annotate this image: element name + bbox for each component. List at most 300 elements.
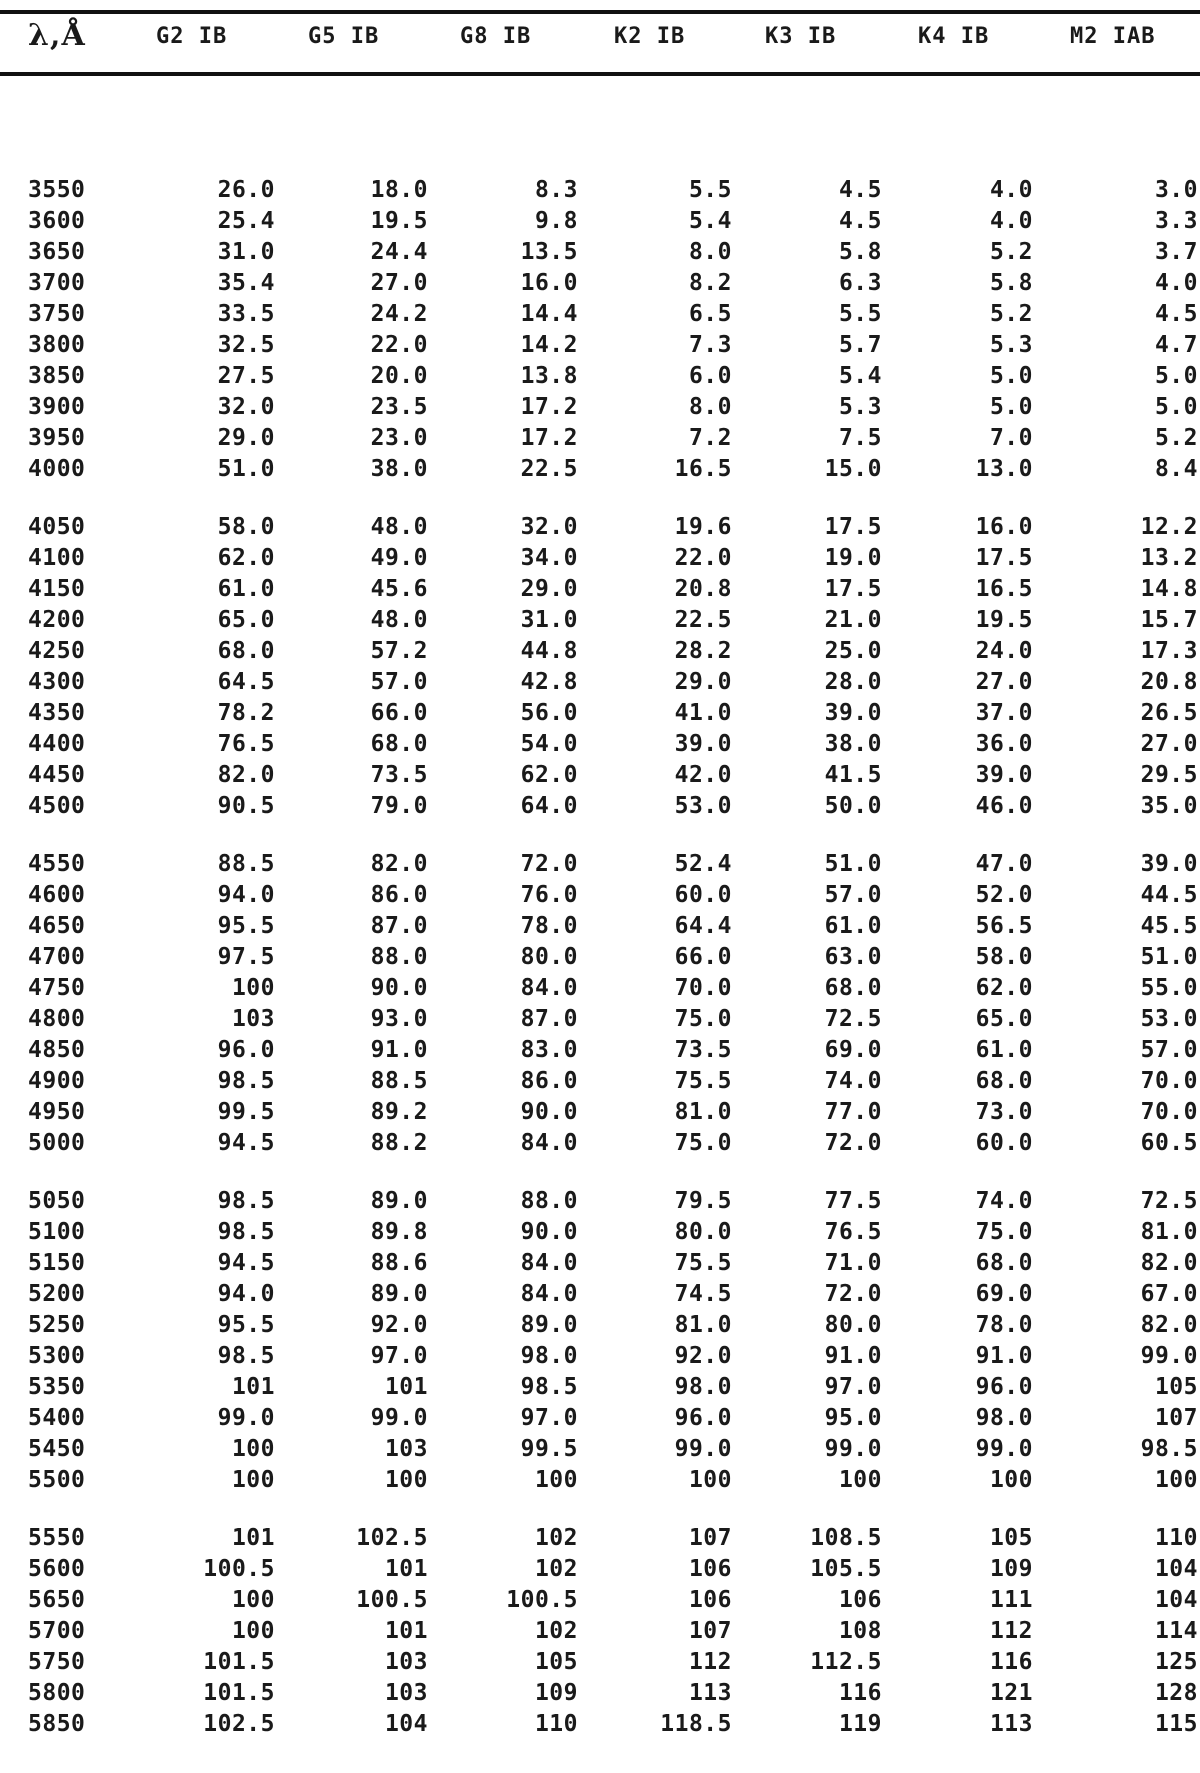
cell-k3-ib: 5.3: [838, 394, 882, 420]
table-row: [0, 1218, 1200, 1249]
cell-g5-ib: 82.0: [370, 851, 428, 877]
table-row: [0, 850, 1200, 881]
cell-k4-ib: 46.0: [975, 793, 1033, 819]
cell-k3-ib: 72.0: [824, 1281, 882, 1307]
cell-m2-iab: 39.0: [1140, 851, 1198, 877]
cell-m2-iab: 98.5: [1140, 1436, 1198, 1462]
cell-k4-ib: 65.0: [975, 1006, 1033, 1032]
table-row: [0, 362, 1200, 393]
cell-g5-ib: 88.2: [370, 1130, 428, 1156]
cell-k3-ib: 4.5: [838, 208, 882, 234]
cell-k4-ib: 5.2: [989, 301, 1033, 327]
cell-g8-ib: 72.0: [520, 851, 578, 877]
cell-g5-ib: 49.0: [370, 545, 428, 571]
cell-g8-ib: 9.8: [534, 208, 578, 234]
table-row: [0, 974, 1200, 1005]
table-row: [0, 269, 1200, 300]
cell-k2-ib: 20.8: [674, 576, 732, 602]
table-top-rule: [0, 10, 1200, 14]
cell-g2-ib: 94.0: [217, 882, 275, 908]
cell-g2-ib: 68.0: [217, 638, 275, 664]
cell-k4-ib: 7.0: [989, 425, 1033, 451]
cell-k4-ib: 91.0: [975, 1343, 1033, 1369]
cell-m2-iab: 4.5: [1154, 301, 1198, 327]
cell-wavelength: 5100: [28, 1219, 86, 1245]
cell-g2-ib: 27.5: [217, 363, 275, 389]
cell-k3-ib: 5.4: [838, 363, 882, 389]
table-row: [0, 1435, 1200, 1466]
cell-g5-ib: 87.0: [370, 913, 428, 939]
cell-m2-iab: 4.0: [1154, 270, 1198, 296]
table-row-group: [0, 850, 1200, 1160]
cell-g5-ib: 88.6: [370, 1250, 428, 1276]
cell-k2-ib: 99.0: [674, 1436, 732, 1462]
column-header-wavelength: λ,Å: [28, 18, 86, 53]
cell-wavelength: 4050: [28, 514, 86, 540]
cell-m2-iab: 115: [1154, 1711, 1198, 1737]
cell-g5-ib: 97.0: [370, 1343, 428, 1369]
cell-k4-ib: 37.0: [975, 700, 1033, 726]
cell-g2-ib: 62.0: [217, 545, 275, 571]
cell-k4-ib: 16.5: [975, 576, 1033, 602]
cell-k2-ib: 7.3: [688, 332, 732, 358]
table-row: [0, 1067, 1200, 1098]
cell-m2-iab: 107: [1154, 1405, 1198, 1431]
cell-k4-ib: 116: [989, 1649, 1033, 1675]
cell-g8-ib: 89.0: [520, 1312, 578, 1338]
cell-m2-iab: 4.7: [1154, 332, 1198, 358]
cell-m2-iab: 3.7: [1154, 239, 1198, 265]
cell-g5-ib: 66.0: [370, 700, 428, 726]
table-row: [0, 238, 1200, 269]
cell-g5-ib: 89.0: [370, 1281, 428, 1307]
cell-k2-ib: 92.0: [674, 1343, 732, 1369]
cell-k4-ib: 36.0: [975, 731, 1033, 757]
cell-k3-ib: 57.0: [824, 882, 882, 908]
cell-k3-ib: 17.5: [824, 576, 882, 602]
cell-k4-ib: 74.0: [975, 1188, 1033, 1214]
table-body: [0, 176, 1200, 1768]
cell-k4-ib: 69.0: [975, 1281, 1033, 1307]
cell-g8-ib: 100.5: [506, 1587, 578, 1613]
cell-wavelength: 4150: [28, 576, 86, 602]
cell-k3-ib: 99.0: [824, 1436, 882, 1462]
cell-m2-iab: 17.3: [1140, 638, 1198, 664]
cell-k4-ib: 5.8: [989, 270, 1033, 296]
cell-wavelength: 3850: [28, 363, 86, 389]
cell-k3-ib: 28.0: [824, 669, 882, 695]
cell-wavelength: 5750: [28, 1649, 86, 1675]
cell-k2-ib: 22.0: [674, 545, 732, 571]
table-row: [0, 699, 1200, 730]
cell-k4-ib: 60.0: [975, 1130, 1033, 1156]
cell-g2-ib: 100: [231, 1587, 275, 1613]
cell-g2-ib: 101.5: [203, 1680, 275, 1706]
cell-k4-ib: 24.0: [975, 638, 1033, 664]
cell-k4-ib: 13.0: [975, 456, 1033, 482]
cell-k2-ib: 66.0: [674, 944, 732, 970]
cell-k4-ib: 75.0: [975, 1219, 1033, 1245]
cell-g5-ib: 48.0: [370, 514, 428, 540]
cell-wavelength: 4650: [28, 913, 86, 939]
cell-wavelength: 5200: [28, 1281, 86, 1307]
cell-k3-ib: 77.5: [824, 1188, 882, 1214]
cell-k4-ib: 5.3: [989, 332, 1033, 358]
cell-g2-ib: 26.0: [217, 177, 275, 203]
cell-g5-ib: 93.0: [370, 1006, 428, 1032]
cell-k4-ib: 19.5: [975, 607, 1033, 633]
cell-g8-ib: 78.0: [520, 913, 578, 939]
cell-k4-ib: 5.0: [989, 363, 1033, 389]
cell-k3-ib: 63.0: [824, 944, 882, 970]
cell-g2-ib: 65.0: [217, 607, 275, 633]
table-row: [0, 424, 1200, 455]
cell-m2-iab: 12.2: [1140, 514, 1198, 540]
cell-g5-ib: 19.5: [370, 208, 428, 234]
cell-g2-ib: 102.5: [203, 1711, 275, 1737]
cell-wavelength: 5500: [28, 1467, 86, 1493]
cell-g5-ib: 23.0: [370, 425, 428, 451]
cell-g2-ib: 31.0: [217, 239, 275, 265]
cell-g8-ib: 110: [534, 1711, 578, 1737]
cell-k4-ib: 100: [989, 1467, 1033, 1493]
table-row: [0, 943, 1200, 974]
table-row-group: [0, 176, 1200, 486]
cell-g8-ib: 76.0: [520, 882, 578, 908]
cell-g2-ib: 29.0: [217, 425, 275, 451]
cell-k4-ib: 73.0: [975, 1099, 1033, 1125]
cell-g2-ib: 33.5: [217, 301, 275, 327]
cell-k2-ib: 113: [688, 1680, 732, 1706]
cell-wavelength: 3700: [28, 270, 86, 296]
cell-g5-ib: 48.0: [370, 607, 428, 633]
cell-m2-iab: 57.0: [1140, 1037, 1198, 1063]
cell-wavelength: 4350: [28, 700, 86, 726]
cell-k3-ib: 41.5: [824, 762, 882, 788]
cell-k4-ib: 5.2: [989, 239, 1033, 265]
cell-wavelength: 4300: [28, 669, 86, 695]
cell-g5-ib: 102.5: [356, 1525, 428, 1551]
cell-g8-ib: 32.0: [520, 514, 578, 540]
cell-g2-ib: 101.5: [203, 1649, 275, 1675]
column-header-g5-ib: G5 IB: [308, 24, 380, 49]
cell-wavelength: 4550: [28, 851, 86, 877]
cell-g8-ib: 80.0: [520, 944, 578, 970]
table-row: [0, 1129, 1200, 1160]
cell-k4-ib: 4.0: [989, 177, 1033, 203]
table-row: [0, 637, 1200, 668]
cell-wavelength: 4250: [28, 638, 86, 664]
cell-g5-ib: 100.5: [356, 1587, 428, 1613]
table-row: [0, 1187, 1200, 1218]
cell-m2-iab: 20.8: [1140, 669, 1198, 695]
table-row: [0, 1586, 1200, 1617]
cell-wavelength: 5850: [28, 1711, 86, 1737]
cell-wavelength: 3800: [28, 332, 86, 358]
cell-k4-ib: 61.0: [975, 1037, 1033, 1063]
cell-g8-ib: 17.2: [520, 425, 578, 451]
cell-m2-iab: 104: [1154, 1587, 1198, 1613]
cell-g5-ib: 101: [384, 1618, 428, 1644]
cell-k2-ib: 22.5: [674, 607, 732, 633]
cell-wavelength: 4850: [28, 1037, 86, 1063]
cell-g8-ib: 83.0: [520, 1037, 578, 1063]
cell-g2-ib: 95.5: [217, 913, 275, 939]
cell-wavelength: 4700: [28, 944, 86, 970]
cell-g5-ib: 23.5: [370, 394, 428, 420]
cell-g2-ib: 88.5: [217, 851, 275, 877]
cell-k3-ib: 97.0: [824, 1374, 882, 1400]
cell-k3-ib: 4.5: [838, 177, 882, 203]
cell-k3-ib: 106: [838, 1587, 882, 1613]
cell-k2-ib: 5.4: [688, 208, 732, 234]
cell-g8-ib: 56.0: [520, 700, 578, 726]
cell-wavelength: 3600: [28, 208, 86, 234]
cell-k3-ib: 100: [838, 1467, 882, 1493]
cell-wavelength: 5600: [28, 1556, 86, 1582]
cell-g8-ib: 109: [534, 1680, 578, 1706]
cell-k2-ib: 75.5: [674, 1068, 732, 1094]
cell-g8-ib: 84.0: [520, 975, 578, 1001]
cell-k3-ib: 21.0: [824, 607, 882, 633]
cell-k2-ib: 6.0: [688, 363, 732, 389]
cell-g2-ib: 35.4: [217, 270, 275, 296]
cell-k4-ib: 58.0: [975, 944, 1033, 970]
cell-g8-ib: 102: [534, 1618, 578, 1644]
table-row: [0, 300, 1200, 331]
cell-g8-ib: 100: [534, 1467, 578, 1493]
cell-m2-iab: 70.0: [1140, 1099, 1198, 1125]
cell-k2-ib: 8.0: [688, 239, 732, 265]
cell-k2-ib: 81.0: [674, 1312, 732, 1338]
cell-g2-ib: 32.0: [217, 394, 275, 420]
cell-g5-ib: 45.6: [370, 576, 428, 602]
table-row: [0, 1098, 1200, 1129]
cell-wavelength: 4500: [28, 793, 86, 819]
table-row: [0, 176, 1200, 207]
cell-g8-ib: 105: [534, 1649, 578, 1675]
cell-m2-iab: 13.2: [1140, 545, 1198, 571]
table-row: [0, 1617, 1200, 1648]
table-row: [0, 1005, 1200, 1036]
cell-g2-ib: 101: [231, 1374, 275, 1400]
cell-k4-ib: 68.0: [975, 1068, 1033, 1094]
cell-m2-iab: 35.0: [1140, 793, 1198, 819]
cell-k4-ib: 109: [989, 1556, 1033, 1582]
cell-m2-iab: 3.3: [1154, 208, 1198, 234]
cell-g8-ib: 17.2: [520, 394, 578, 420]
cell-k2-ib: 5.5: [688, 177, 732, 203]
cell-k2-ib: 96.0: [674, 1405, 732, 1431]
cell-g5-ib: 88.5: [370, 1068, 428, 1094]
cell-m2-iab: 45.5: [1140, 913, 1198, 939]
cell-g5-ib: 101: [384, 1374, 428, 1400]
cell-wavelength: 5000: [28, 1130, 86, 1156]
cell-g5-ib: 89.2: [370, 1099, 428, 1125]
cell-g2-ib: 100: [231, 1467, 275, 1493]
cell-wavelength: 5450: [28, 1436, 86, 1462]
cell-g2-ib: 95.5: [217, 1312, 275, 1338]
cell-wavelength: 4450: [28, 762, 86, 788]
cell-g2-ib: 97.5: [217, 944, 275, 970]
table-row: [0, 881, 1200, 912]
cell-wavelength: 5800: [28, 1680, 86, 1706]
cell-k4-ib: 4.0: [989, 208, 1033, 234]
cell-g8-ib: 88.0: [520, 1188, 578, 1214]
cell-m2-iab: 53.0: [1140, 1006, 1198, 1032]
cell-wavelength: 3950: [28, 425, 86, 451]
cell-k2-ib: 8.2: [688, 270, 732, 296]
cell-k3-ib: 39.0: [824, 700, 882, 726]
cell-g5-ib: 68.0: [370, 731, 428, 757]
table-row: [0, 606, 1200, 637]
cell-g2-ib: 103: [231, 1006, 275, 1032]
cell-g8-ib: 86.0: [520, 1068, 578, 1094]
cell-m2-iab: 3.0: [1154, 177, 1198, 203]
cell-g5-ib: 22.0: [370, 332, 428, 358]
cell-m2-iab: 105: [1154, 1374, 1198, 1400]
cell-k3-ib: 38.0: [824, 731, 882, 757]
cell-k2-ib: 42.0: [674, 762, 732, 788]
cell-k3-ib: 76.5: [824, 1219, 882, 1245]
cell-g5-ib: 99.0: [370, 1405, 428, 1431]
cell-wavelength: 3750: [28, 301, 86, 327]
cell-g8-ib: 98.0: [520, 1343, 578, 1369]
table-row: [0, 1342, 1200, 1373]
cell-g5-ib: 101: [384, 1556, 428, 1582]
cell-k3-ib: 108.5: [810, 1525, 882, 1551]
cell-k3-ib: 105.5: [810, 1556, 882, 1582]
cell-g2-ib: 82.0: [217, 762, 275, 788]
cell-wavelength: 4750: [28, 975, 86, 1001]
cell-g8-ib: 64.0: [520, 793, 578, 819]
cell-wavelength: 5400: [28, 1405, 86, 1431]
cell-k2-ib: 52.4: [674, 851, 732, 877]
cell-g5-ib: 89.8: [370, 1219, 428, 1245]
cell-g5-ib: 103: [384, 1436, 428, 1462]
table-row: [0, 1679, 1200, 1710]
cell-g5-ib: 24.4: [370, 239, 428, 265]
cell-k2-ib: 107: [688, 1618, 732, 1644]
cell-g5-ib: 20.0: [370, 363, 428, 389]
cell-g8-ib: 8.3: [534, 177, 578, 203]
column-header-g8-ib: G8 IB: [460, 24, 532, 49]
cell-k2-ib: 41.0: [674, 700, 732, 726]
cell-m2-iab: 55.0: [1140, 975, 1198, 1001]
cell-k3-ib: 116: [838, 1680, 882, 1706]
cell-g2-ib: 98.5: [217, 1188, 275, 1214]
cell-wavelength: 4600: [28, 882, 86, 908]
cell-g8-ib: 102: [534, 1556, 578, 1582]
cell-wavelength: 5150: [28, 1250, 86, 1276]
cell-g8-ib: 84.0: [520, 1281, 578, 1307]
cell-m2-iab: 100: [1154, 1467, 1198, 1493]
table-row: [0, 575, 1200, 606]
cell-g2-ib: 51.0: [217, 456, 275, 482]
cell-k4-ib: 16.0: [975, 514, 1033, 540]
cell-m2-iab: 5.0: [1154, 394, 1198, 420]
cell-m2-iab: 104: [1154, 1556, 1198, 1582]
table-row: [0, 1555, 1200, 1586]
cell-m2-iab: 29.5: [1140, 762, 1198, 788]
cell-k3-ib: 74.0: [824, 1068, 882, 1094]
cell-k4-ib: 113: [989, 1711, 1033, 1737]
table-row: [0, 1373, 1200, 1404]
cell-k3-ib: 71.0: [824, 1250, 882, 1276]
cell-m2-iab: 60.5: [1140, 1130, 1198, 1156]
cell-m2-iab: 128: [1154, 1680, 1198, 1706]
cell-m2-iab: 81.0: [1140, 1219, 1198, 1245]
cell-wavelength: 5350: [28, 1374, 86, 1400]
cell-k3-ib: 5.8: [838, 239, 882, 265]
cell-k3-ib: 50.0: [824, 793, 882, 819]
cell-k4-ib: 56.5: [975, 913, 1033, 939]
cell-k2-ib: 73.5: [674, 1037, 732, 1063]
table-row: [0, 730, 1200, 761]
cell-wavelength: 4950: [28, 1099, 86, 1125]
cell-k4-ib: 99.0: [975, 1436, 1033, 1462]
cell-g8-ib: 31.0: [520, 607, 578, 633]
cell-g2-ib: 58.0: [217, 514, 275, 540]
cell-g5-ib: 104: [384, 1711, 428, 1737]
table-row-group: [0, 1524, 1200, 1741]
cell-m2-iab: 26.5: [1140, 700, 1198, 726]
cell-g2-ib: 61.0: [217, 576, 275, 602]
cell-g2-ib: 25.4: [217, 208, 275, 234]
cell-k4-ib: 68.0: [975, 1250, 1033, 1276]
cell-g8-ib: 42.8: [520, 669, 578, 695]
cell-g5-ib: 73.5: [370, 762, 428, 788]
table-row: [0, 1648, 1200, 1679]
cell-k3-ib: 108: [838, 1618, 882, 1644]
cell-k3-ib: 68.0: [824, 975, 882, 1001]
cell-k4-ib: 47.0: [975, 851, 1033, 877]
cell-g8-ib: 84.0: [520, 1130, 578, 1156]
table-row: [0, 1280, 1200, 1311]
cell-m2-iab: 51.0: [1140, 944, 1198, 970]
table-row: [0, 761, 1200, 792]
cell-g8-ib: 98.5: [520, 1374, 578, 1400]
cell-m2-iab: 5.0: [1154, 363, 1198, 389]
column-header-m2-iab: M2 IAB: [1070, 24, 1156, 49]
cell-k2-ib: 106: [688, 1556, 732, 1582]
cell-wavelength: 5300: [28, 1343, 86, 1369]
cell-k2-ib: 100: [688, 1467, 732, 1493]
cell-k3-ib: 7.5: [838, 425, 882, 451]
cell-g2-ib: 100: [231, 1436, 275, 1462]
cell-k2-ib: 7.2: [688, 425, 732, 451]
cell-k4-ib: 98.0: [975, 1405, 1033, 1431]
cell-g8-ib: 54.0: [520, 731, 578, 757]
cell-k2-ib: 16.5: [674, 456, 732, 482]
cell-wavelength: 4100: [28, 545, 86, 571]
cell-k2-ib: 80.0: [674, 1219, 732, 1245]
cell-k2-ib: 74.5: [674, 1281, 732, 1307]
table-row: [0, 912, 1200, 943]
cell-k3-ib: 80.0: [824, 1312, 882, 1338]
column-header-k4-ib: K4 IB: [918, 24, 990, 49]
cell-g2-ib: 96.0: [217, 1037, 275, 1063]
cell-k4-ib: 27.0: [975, 669, 1033, 695]
cell-g2-ib: 101: [231, 1525, 275, 1551]
cell-wavelength: 5250: [28, 1312, 86, 1338]
cell-g5-ib: 88.0: [370, 944, 428, 970]
cell-m2-iab: 15.7: [1140, 607, 1198, 633]
cell-wavelength: 5050: [28, 1188, 86, 1214]
cell-g2-ib: 99.0: [217, 1405, 275, 1431]
cell-g8-ib: 97.0: [520, 1405, 578, 1431]
cell-g2-ib: 94.0: [217, 1281, 275, 1307]
